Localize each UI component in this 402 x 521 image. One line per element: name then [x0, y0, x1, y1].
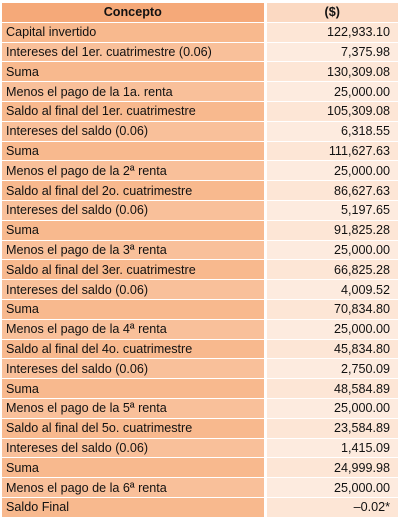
amount-cell: 5,197.65: [265, 200, 398, 220]
amount-cell: 1,415.09: [265, 438, 398, 458]
table-row: [2, 42, 398, 62]
table-header-row: [2, 3, 398, 22]
table-row: [2, 220, 398, 240]
concept-cell: Suma: [2, 141, 265, 161]
amount-cell: 23,584.89: [265, 418, 398, 438]
amount-cell: 25,000.00: [265, 82, 398, 102]
amount-cell: 24,999.98: [265, 458, 398, 478]
table-row: [2, 240, 398, 260]
amount-cell: 25,000.00: [265, 240, 398, 260]
table-row: [2, 339, 398, 359]
concept-cell: Menos el pago de la 1a. renta: [2, 82, 265, 102]
concept-cell: Saldo al final del 5o. cuatrimestre: [2, 418, 265, 438]
concept-cell: Intereses del saldo (0.06): [2, 438, 265, 458]
amount-cell: 70,834.80: [265, 299, 398, 319]
amount-cell: 7,375.98: [265, 42, 398, 62]
concept-cell: Suma: [2, 299, 265, 319]
concept-cell: Menos el pago de la 3ª renta: [2, 240, 265, 260]
table-row: [2, 418, 398, 438]
amount-cell: 48,584.89: [265, 379, 398, 399]
table-row: [2, 82, 398, 102]
concept-cell: Menos el pago de la 5ª renta: [2, 398, 265, 418]
concept-cell: Suma: [2, 220, 265, 240]
concept-cell: Saldo Final: [2, 497, 265, 517]
concept-cell: Intereses del saldo (0.06): [2, 200, 265, 220]
amount-cell: 25,000.00: [265, 161, 398, 181]
amount-cell: 4,009.52: [265, 280, 398, 300]
amount-cell: 45,834.80: [265, 339, 398, 359]
concept-cell: Intereses del 1er. cuatrimestre (0.06): [2, 42, 265, 62]
header-amount: ($): [265, 3, 398, 22]
concept-cell: Suma: [2, 62, 265, 82]
concept-cell: Suma: [2, 379, 265, 399]
table-row: [2, 62, 398, 82]
concept-cell: Saldo al final del 3er. cuatrimestre: [2, 260, 265, 280]
amount-cell: 25,000.00: [265, 478, 398, 498]
amortization-table: [2, 3, 398, 518]
amount-cell: 2,750.09: [265, 359, 398, 379]
concept-cell: Intereses del saldo (0.06): [2, 121, 265, 141]
table-row: [2, 121, 398, 141]
concept-cell: Menos el pago de la 6ª renta: [2, 478, 265, 498]
table-row: [2, 398, 398, 418]
table-row: [2, 359, 398, 379]
concept-cell: Menos el pago de la 4ª renta: [2, 319, 265, 339]
table-row: [2, 101, 398, 121]
table-row: [2, 280, 398, 300]
table-row: [2, 478, 398, 498]
amortization-table-container: [2, 3, 398, 518]
amount-cell: 111,627.63: [265, 141, 398, 161]
amount-cell: 25,000.00: [265, 398, 398, 418]
amount-cell: 91,825.28: [265, 220, 398, 240]
table-row: [2, 497, 398, 517]
table-row: [2, 200, 398, 220]
table-row: [2, 438, 398, 458]
amount-cell: 105,309.08: [265, 101, 398, 121]
table-row: [2, 379, 398, 399]
table-row: [2, 260, 398, 280]
amount-cell: 6,318.55: [265, 121, 398, 141]
amount-cell: 66,825.28: [265, 260, 398, 280]
concept-cell: Saldo al final del 4o. cuatrimestre: [2, 339, 265, 359]
concept-cell: Intereses del saldo (0.06): [2, 359, 265, 379]
table-body: [2, 22, 398, 517]
amount-cell: 122,933.10: [265, 22, 398, 42]
table-row: [2, 161, 398, 181]
amount-cell: 25,000.00: [265, 319, 398, 339]
concept-cell: Suma: [2, 458, 265, 478]
table-row: [2, 458, 398, 478]
amount-cell: 86,627.63: [265, 181, 398, 201]
amount-cell: –0.02*: [265, 497, 398, 517]
table-row: [2, 299, 398, 319]
table-row: [2, 22, 398, 42]
concept-cell: Capital invertido: [2, 22, 265, 42]
amount-cell: 130,309.08: [265, 62, 398, 82]
table-row: [2, 141, 398, 161]
concept-cell: Intereses del saldo (0.06): [2, 280, 265, 300]
header-concepto: Concepto: [2, 3, 265, 22]
table-row: [2, 181, 398, 201]
concept-cell: Menos el pago de la 2ª renta: [2, 161, 265, 181]
concept-cell: Saldo al final del 1er. cuatrimestre: [2, 101, 265, 121]
concept-cell: Saldo al final del 2o. cuatrimestre: [2, 181, 265, 201]
table-row: [2, 319, 398, 339]
